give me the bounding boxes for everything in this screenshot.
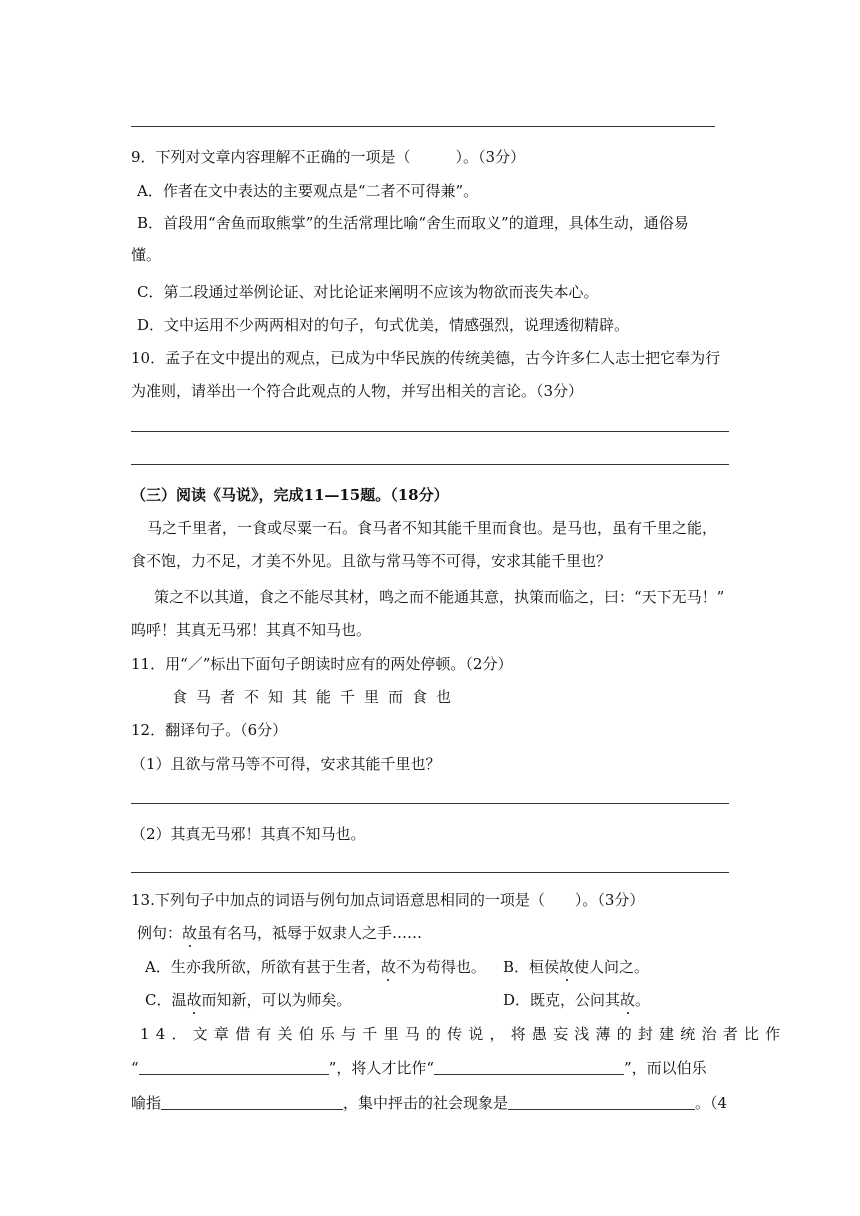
stem-text: ”，而以伯乐 — [624, 1059, 707, 1077]
answer-line[interactable] — [131, 872, 729, 873]
q9-option-a: A．作者在文中表达的主要观点是“二者不可得兼”。 — [137, 182, 479, 200]
stem-text: 喻指 — [131, 1094, 162, 1112]
answer-line[interactable] — [131, 431, 729, 432]
passage-line: 呜呼！其真无马邪！其真不知马也。 — [131, 621, 372, 639]
q12-sentence-1: （1）且欲与常马等不可得，安求其能千里也？ — [131, 755, 441, 773]
q13-option-c — [145, 990, 352, 1010]
option-text: 而知新，可以为师矣。 — [201, 991, 352, 1009]
q12-stem: 12．翻译句子。（6分） — [131, 721, 288, 739]
dotted-word: 故 — [186, 991, 202, 1009]
passage-line: 策之不以其道，食之不能尽其材，鸣之而不能通其意，执策而临之，曰：“天下无马！” — [154, 588, 725, 606]
option-text: 不为苟得也。 — [395, 958, 486, 976]
q9-option-d: D．文中运用不少两两相对的句子，句式优美，情感强烈，说理透彻精辟。 — [137, 316, 630, 334]
section-heading: （三）阅读《马说》，完成11—15题。（18分） — [131, 486, 449, 504]
fill-blank[interactable] — [508, 1093, 695, 1110]
option-text: C．温 — [145, 991, 187, 1009]
option-text: 使人问之。 — [574, 958, 650, 976]
q13-option-a — [145, 957, 486, 977]
example-text: 虽有名马，祗辱于奴隶人之手…… — [197, 924, 423, 942]
q13-stem: 13.下列句子中加点的词语与例句加点词语意思相同的一项是（ ）。（3分） — [131, 891, 645, 909]
q14-stem-1: 14．文章借有关伯乐与千里马的传说，将愚妄浅薄的封建统治者比作 — [140, 1025, 787, 1043]
q11-sentence: 食马者不知其能千里而食也 — [172, 688, 461, 706]
stem-text: 。（4 — [695, 1094, 728, 1112]
passage-line: 马之千里者，一食或尽粟一石。食马者不知其能千里而食也。是马也，虽有千里之能， — [147, 519, 718, 537]
option-text: A．生亦我所欲，所欲有甚于生者， — [145, 958, 381, 976]
dotted-word: 故 — [380, 958, 396, 976]
q14-stem-3 — [131, 1093, 727, 1113]
q13-example — [137, 923, 422, 943]
stem-text: ”，将人才比作“ — [328, 1059, 435, 1077]
fill-blank[interactable] — [139, 1058, 329, 1075]
q10-stem-1: 10．孟子在文中提出的观点，已成为中华民族的传统美德，古今许多仁人志士把它奉为行 — [131, 349, 721, 367]
q13-option-b — [503, 957, 649, 977]
answer-line[interactable] — [131, 803, 729, 804]
top-divider — [131, 126, 715, 127]
dotted-word: 故 — [182, 924, 198, 942]
q13-option-d — [503, 990, 650, 1010]
q9-stem: 9．下列对文章内容理解不正确的一项是（ ）。（3分） — [131, 148, 526, 166]
q9-option-c: C．第二段通过举例论证、对比论证来阐明不应该为物欲而丧失本心。 — [137, 283, 599, 301]
q11-stem: 11．用“／”标出下面句子朗读时应有的两处停顿。（2分） — [131, 655, 513, 673]
q9-option-b-cont: 懂。 — [131, 246, 162, 264]
dotted-word: 故 — [620, 991, 636, 1009]
stem-text: ，集中抨击的社会现象是 — [343, 1094, 509, 1112]
example-label: 例句： — [137, 924, 183, 942]
q12-sentence-2: （2）其真无马邪！其真不知马也。 — [131, 825, 366, 843]
option-text: B．桓侯 — [503, 958, 560, 976]
quote-mark: “ — [131, 1059, 139, 1077]
q10-stem-2: 为准则，请举出一个符合此观点的人物，并写出相关的言论。（3分） — [131, 382, 584, 400]
dotted-word: 故 — [559, 958, 575, 976]
fill-blank[interactable] — [161, 1093, 343, 1110]
q9-option-b: B．首段用“舍鱼而取熊掌”的生活常理比喻“舍生而取义”的道理，具体生动，通俗易 — [137, 214, 689, 232]
q14-stem-2 — [131, 1058, 707, 1078]
answer-line[interactable] — [131, 464, 729, 465]
option-text: 。 — [635, 991, 651, 1009]
option-text: D．既克，公问其 — [503, 991, 621, 1009]
passage-line: 食不饱，力不足，才美不外见。且欲与常马等不可得，安求其能千里也？ — [131, 552, 612, 570]
fill-blank[interactable] — [434, 1058, 624, 1075]
